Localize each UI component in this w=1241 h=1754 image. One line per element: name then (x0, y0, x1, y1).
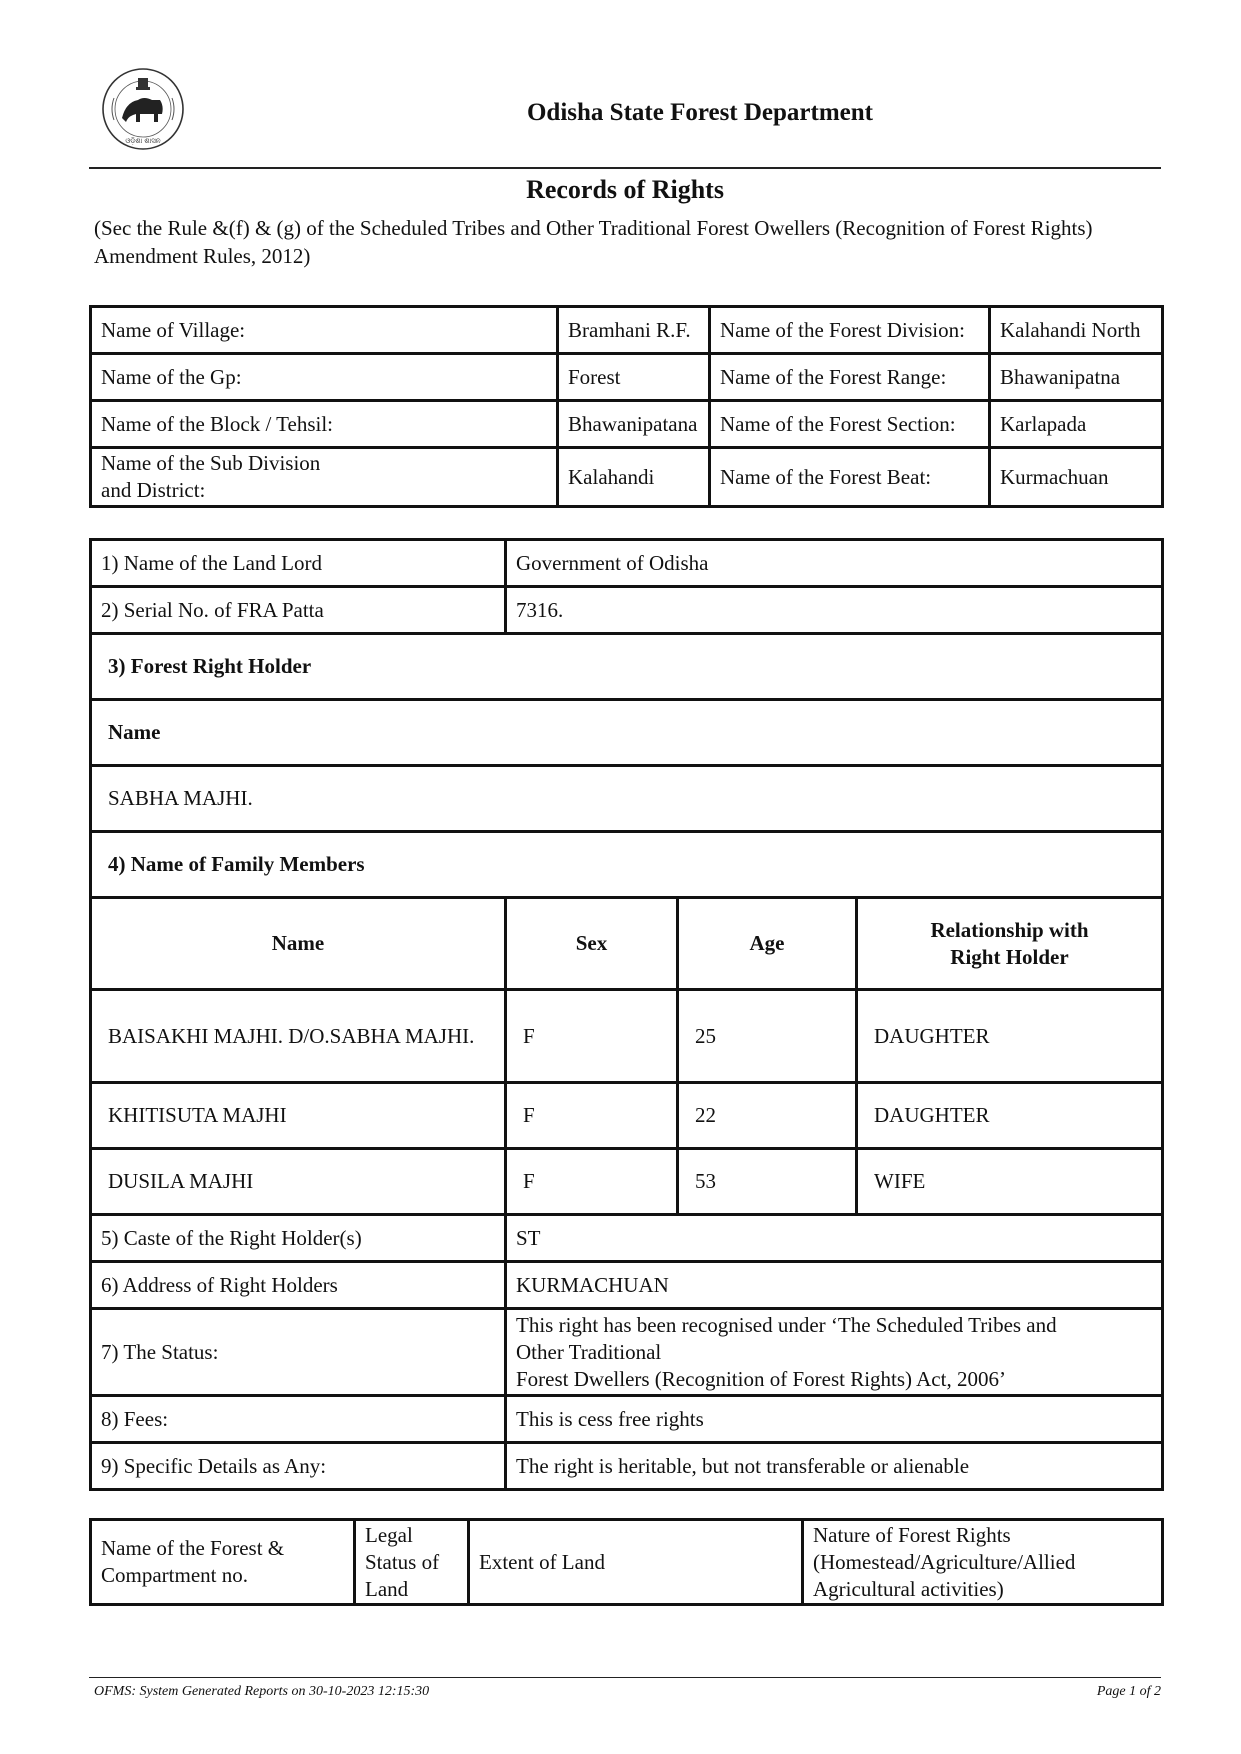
department-name: Odisha State Forest Department (526, 99, 874, 126)
status-label: 7) The Status: (91, 1309, 506, 1396)
forest-division-label: Name of the Forest Division: (710, 307, 990, 354)
forest-beat-value: Kurmachuan (990, 448, 1163, 507)
member-age: 53 (678, 1149, 857, 1215)
family-col-sex: Sex (506, 898, 678, 990)
serial-value: 7316. (506, 587, 1163, 634)
member-name: KHITISUTA MAJHI (91, 1083, 506, 1149)
subdivision-label (91, 448, 558, 507)
relationship-header-line-2: Right Holder (950, 944, 1069, 969)
block-value: Bhawanipatana (558, 401, 710, 448)
status-value (506, 1309, 1163, 1396)
family-member-row (91, 1149, 1163, 1215)
header-rule (89, 167, 1161, 169)
family-col-relationship (857, 898, 1163, 990)
nature-of-rights-header: Nature of Forest Rights (Homestead/Agriculture/Allied Agricultural activities) (803, 1520, 1163, 1605)
status-line-3: Forest Dwellers (Recognition of Forest Rights) Act, 2006’ (516, 1366, 1006, 1391)
specific-details-label: 9) Specific Details as Any: (91, 1443, 506, 1490)
page-number: Page 1 of 2 (1096, 1684, 1161, 1699)
relationship-header-line-1: Relationship with (930, 917, 1089, 942)
forest-section-label: Name of the Forest Section: (710, 401, 990, 448)
family-members-heading: 4) Name of Family Members (91, 832, 1163, 898)
forest-division-value: Kalahandi North (990, 307, 1163, 354)
member-name: DUSILA MAJHI (91, 1149, 506, 1215)
legal-status-header: Legal Status of Land (355, 1520, 469, 1605)
document-title: Records of Rights (526, 175, 724, 204)
member-sex: F (506, 1149, 678, 1215)
member-name: BAISAKHI MAJHI. D/O.SABHA MAJHI. (91, 990, 506, 1083)
fees-value: This is cess free rights (506, 1396, 1163, 1443)
specific-details-value: The right is heritable, but not transferable or alienable (506, 1443, 1163, 1490)
landlord-value: Government of Odisha (506, 540, 1163, 587)
member-sex: F (506, 990, 678, 1083)
subdivision-label-line-1: Name of the Sub Division (101, 451, 321, 475)
right-holder-heading: 3) Forest Right Holder (91, 634, 1163, 700)
forest-range-value: Bhawanipatna (990, 354, 1163, 401)
holder-name-heading: Name (91, 700, 1163, 766)
address-label: 6) Address of Right Holders (91, 1262, 506, 1309)
extent-of-land-header: Extent of Land (469, 1520, 803, 1605)
document-subtitle: (Sec the Rule &(f) & (g) of the Scheduled Tribes and Other Traditional Forest Owellers (Recognition of Forest Rights) Amendment Rules, 2012) (94, 216, 1093, 268)
subdivision-label-line-2: and District: (101, 478, 206, 502)
fees-label: 8) Fees: (91, 1396, 506, 1443)
caste-value: ST (506, 1215, 1163, 1262)
forest-rights-table (89, 1518, 1164, 1606)
status-line-1: This right has been recognised under ‘The Scheduled Tribes and (516, 1312, 1057, 1337)
caste-label: 5) Caste of the Right Holder(s) (91, 1215, 506, 1262)
family-member-row (91, 1083, 1163, 1149)
holder-name-value: SABHA MAJHI. (91, 766, 1163, 832)
member-sex: F (506, 1083, 678, 1149)
village-label: Name of Village: (91, 307, 558, 354)
seal-motto: ଓଡ଼ିଶା ଶାସନ (125, 137, 161, 145)
location-table (89, 305, 1164, 508)
landlord-label: 1) Name of the Land Lord (91, 540, 506, 587)
gp-label: Name of the Gp: (91, 354, 558, 401)
generated-timestamp: OFMS: System Generated Reports on 30-10-2023 12:15:30 (94, 1684, 430, 1699)
forest-section-value: Karlapada (990, 401, 1163, 448)
member-relationship: DAUGHTER (857, 990, 1163, 1083)
serial-label: 2) Serial No. of FRA Patta (91, 587, 506, 634)
subdivision-value: Kalahandi (558, 448, 710, 507)
address-value: KURMACHUAN (506, 1262, 1163, 1309)
member-age: 25 (678, 990, 857, 1083)
family-col-age: Age (678, 898, 857, 990)
member-age: 22 (678, 1083, 857, 1149)
member-relationship: DAUGHTER (857, 1083, 1163, 1149)
rights-details-table (89, 538, 1164, 1491)
status-line-2: Other Traditional (516, 1339, 662, 1364)
forest-range-label: Name of the Forest Range: (710, 354, 990, 401)
village-value: Bramhani R.F. (558, 307, 710, 354)
family-member-row (91, 990, 1163, 1083)
family-col-name: Name (91, 898, 506, 990)
forest-beat-label: Name of the Forest Beat: (710, 448, 990, 507)
footer-rule (89, 1677, 1161, 1678)
gp-value: Forest (558, 354, 710, 401)
forest-compartment-header: Name of the Forest & Compartment no. (91, 1520, 355, 1605)
block-label: Name of the Block / Tehsil: (91, 401, 558, 448)
member-relationship: WIFE (857, 1149, 1163, 1215)
